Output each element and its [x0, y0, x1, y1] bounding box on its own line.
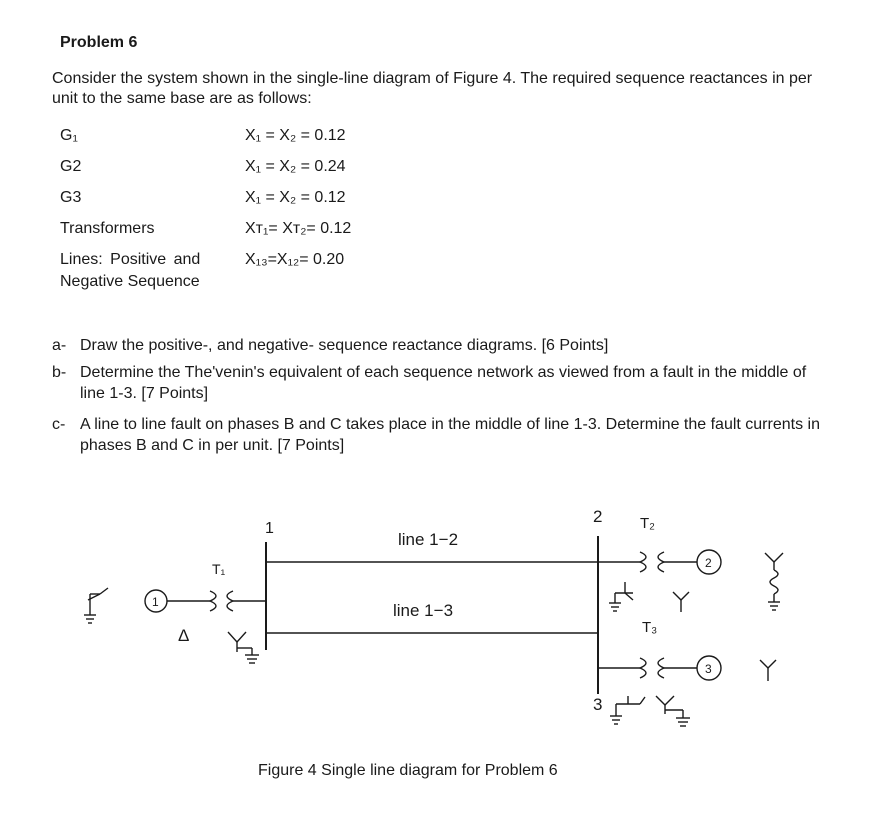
reactance-label-lines: Lines: Positive and	[60, 251, 201, 268]
reactance-value-g1: X₁ = X₂ = 0.12	[245, 127, 346, 144]
reactance-value-transformers: Xᴛ₁= Xᴛ₂= 0.12	[245, 220, 352, 237]
reactance-label-transformers: Transformers	[60, 220, 155, 237]
transformer-t2-wye-icon	[673, 592, 689, 612]
transformer-t3	[598, 658, 697, 678]
transformer-t1	[167, 591, 266, 611]
generator-1-grounded-wye-icon	[84, 588, 108, 623]
delta-winding-label: Δ	[178, 626, 190, 645]
reactance-label-g2: G2	[60, 158, 82, 175]
transformer-t3-label: T₃	[642, 619, 658, 636]
line-1-3-label: line 1−3	[393, 601, 454, 620]
reactance-value-lines: X₁₃=X₁₂= 0.20	[245, 251, 345, 268]
generator-2	[697, 550, 721, 574]
reactance-value-g2: X₁ = X₂ = 0.24	[245, 158, 346, 175]
transformer-t1-label: T₁	[212, 561, 226, 577]
reactance-value-g3: X₁ = X₂ = 0.12	[245, 189, 346, 206]
transformer-t2	[598, 552, 697, 572]
question-text: Draw the positive-, and negative- sequence reactance diagrams. [6 Points]	[80, 337, 609, 354]
bus-2-label: 2	[593, 507, 603, 526]
reactance-label-lines-2: Negative Sequence	[60, 273, 200, 290]
generator-3-number: 3	[705, 662, 712, 676]
question-text: Determine the The'venin's equivalent of each sequence network as viewed from a fault in the middle of line 1-3. [7 Points]	[80, 364, 807, 402]
generator-1-number: 1	[152, 595, 159, 609]
generator-3	[697, 656, 721, 680]
transformer-t2-label: T₂	[640, 515, 655, 532]
line-1-2-label: line 1−2	[398, 530, 459, 549]
transformer-t3-grounded-wye-right-icon	[656, 696, 690, 726]
reactance-label-g3: G3	[60, 189, 82, 206]
question-text: A line to line fault on phases B and C takes place in the middle of line 1-3. Determine the fault currents in phases B and C in per unit. [7 Points]	[80, 416, 820, 454]
problem-title: Problem 6	[60, 34, 138, 51]
question-letter: c-	[52, 416, 66, 433]
reactance-label-g1: G₁	[60, 127, 78, 144]
transformer-t3-grounded-wye-left-icon	[610, 696, 645, 724]
generator-1	[145, 590, 167, 612]
question-letter: b-	[52, 364, 67, 381]
transformer-t1-grounded-wye-icon	[228, 632, 259, 663]
intro-paragraph: Consider the system shown in the single-line diagram of Figure 4. The required sequence reactances in per unit to the same base are as follows:	[52, 70, 813, 107]
bus-1-label: 1	[265, 520, 274, 537]
generator-2-number: 2	[705, 556, 712, 570]
bus-3-label: 3	[593, 695, 603, 714]
generator-2-reactor-grounded-wye-icon	[765, 553, 783, 610]
figure-caption: Figure 4 Single line diagram for Problem 6	[258, 762, 558, 779]
generator-3-wye-icon	[760, 660, 776, 681]
transformer-t2-grounded-wye-icon	[609, 582, 633, 611]
question-letter: a-	[52, 337, 67, 354]
